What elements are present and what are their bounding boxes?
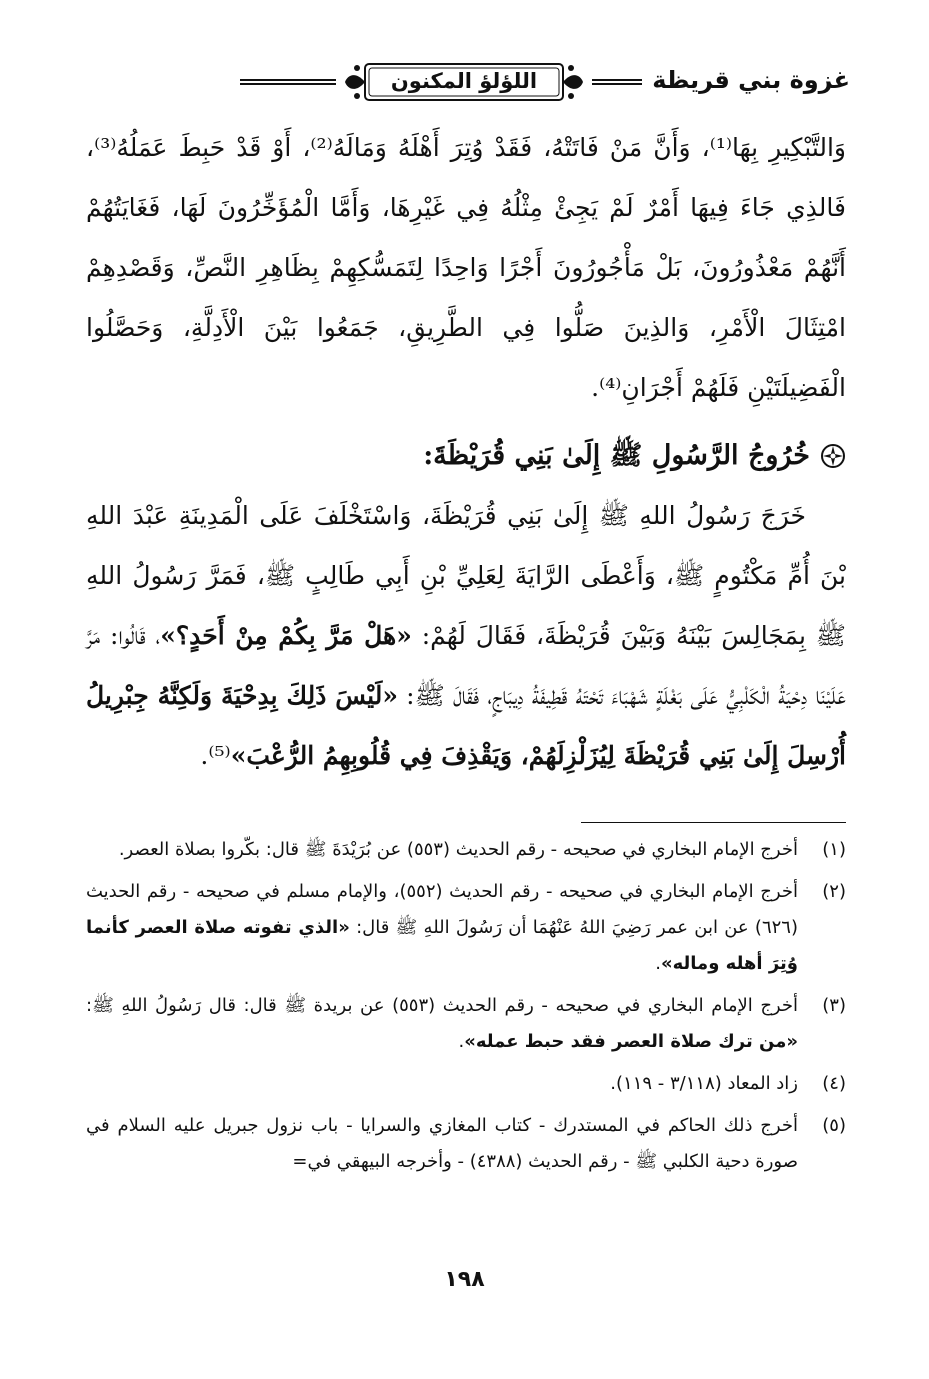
footnote-item [86, 1108, 846, 1180]
paragraph-2 [86, 486, 846, 786]
footnote-item [86, 874, 846, 982]
footnote-item [86, 1066, 846, 1102]
paragraph-1: وَالتَّبْكِيرِ بِهَا⁽¹⁾، وَأَنَّ مَنْ فَاتَتْهُ، فَقَدْ وُتِرَ أَهْلَهُ وَمَالَهُ⁽²⁾، أَوْ قَدْ حَبِطَ عَمَلُهُ⁽³⁾، فَالذِي جَاءَ فِيهَا أَمْرٌ لَمْ يَجِئْ مِثْلُهُ فِي غَيْرِهَا، وَأَمَّا الْمُؤَخِّرُونَ لَهَا، فَغَايَتُهُمْ أَنَّهُمْ مَعْذُورُونَ، بَلْ مَأْجُورُونَ أَجْرًا وَاحِدًا لِتَمَسُّكِهِمْ بِظَاهِرِ النَّصِّ، وَقَصْدِهِمْ امْتِثَالَ الْأَمْرِ، وَالذِينَ صَلُّوا فِي الطَّرِيقِ، جَمَعُوا بَيْنَ الْأَدِلَّةِ، وَحَصَّلُوا الْفَضِيلَتَيْنِ فَلَهُمْ أَجْرَانِ⁽⁴⁾. [86, 133, 846, 402]
footnote-number: (٥) [822, 1115, 846, 1136]
footnote-separator [581, 822, 846, 823]
footnote-ref-5: ⁽⁵⁾. [200, 741, 231, 770]
footnote-text: زاد المعاد (٣/١١٨ - ١١٩). [610, 1073, 798, 1094]
footnote-end: . [655, 953, 661, 974]
main-text [86, 118, 846, 786]
section-heading-text: خُرُوجُ الرَّسُولِ ﷺ إِلَىٰ بَنِي قُرَيْظَةَ: [423, 440, 810, 471]
footnote-quote: «الذي تفوته صلاة العصر كأنما وُتِرَ أهله وماله» [86, 917, 798, 974]
page-number: ١٩٨ [444, 1267, 485, 1292]
footnote-body: أخرج الإمام البخاري في صحيحه - رقم الحديث (٥٥٣) عن بريدة ﷺ قال: قال رَسُولُ اللهِ ﷺ: [86, 995, 798, 1016]
footnote-number: (٤) [822, 1073, 846, 1094]
paragraph-2-start: خَرَجَ رَسُولُ اللهِ ﷺ إِلَىٰ بَنِي قُرَيْظَةَ، وَاسْتَخْلَفَ عَلَى الْمَدِينَةِ عَبْدَ اللهِ بْنَ أُمِّ مَكْتُومٍ ﷺ، وَأَعْطَى الرَّايَةَ لِعَلِيِّ بْنِ أَبِي طَالِبٍ ﷺ، فَمَرَّ رَسُولُ اللهِ ﷺ بِمَجَالِسَ بَيْنَهُ وَبَيْنَ قُرَيْظَةَ، فَقَالَ لَهُمْ: [86, 501, 846, 650]
footnote-number: (١) [822, 839, 846, 860]
hadith-quote-2: «لَيْسَ ذَلِكَ بِدِحْيَةَ وَلَكِنَّهُ جِبْرِيلُ أُرْسِلَ إِلَىٰ بَنِي قُرَيْظَةَ لِيُزَلْزِلَهُمْ، وَيَقْذِفَ فِي قُلُوبِهِمُ الرُّعْبَ» [86, 681, 846, 770]
footnote-quote: «من ترك صلاة العصر فقد حبط عمله» [464, 1031, 798, 1052]
paragraph-2-middle: ، قَالُوا: مَرَّ عَلَيْنَا دِحْيَةُ الْكَلْبِيُّ عَلَى بَغْلَةٍ شَهْبَاءَ تَحْتَهُ قَطِيفَةُ دِيبَاجٍ، فَقَالَ ﷺ: [86, 621, 846, 710]
footnote-number: (٣) [822, 995, 846, 1016]
footnotes [86, 832, 846, 1186]
book-title: اللؤلؤ المكنون [390, 69, 538, 93]
footnote-text: أخرج الإمام البخاري في صحيحه - رقم الحديث (٥٥٣) عن بُرَيْدَةَ ﷺ قال: بكّروا بصلاة العصر. [118, 839, 798, 860]
footnote-text: أخرج ذلك الحاكم في المستدرك - كتاب المغازي والسرايا - باب نزول جبريل عليه السلام في صورة دحية الكلبي ﷺ - رقم الحديث (٤٣٨٨) - وأخرجه البيهقي في= [86, 1115, 798, 1172]
footnote-end: . [458, 1031, 465, 1052]
footnote-body: أخرج الإمام البخاري في صحيحه - رقم الحديث (٥٥٢)، والإمام مسلم في صحيحه - رقم الحديث (٦٢٦) عن ابن عمر رَضِيَ اللهُ عَنْهُمَا أن رَسُولَ اللهِ ﷺ قال: [86, 881, 798, 938]
running-header [80, 52, 850, 122]
header-rule-left [240, 79, 336, 85]
footnote-text [86, 988, 798, 1060]
flower-ornament-icon [820, 443, 846, 469]
hadith-quote-1: «هَلْ مَرَّ بِكُمْ مِنْ أَحَدٍ؟» [160, 621, 412, 650]
footnote-number: (٢) [822, 881, 846, 902]
section-heading [86, 426, 846, 486]
footnote-text [86, 874, 798, 982]
footnote-item [86, 832, 846, 868]
chapter-title: غزوة بني قريظة [652, 66, 850, 94]
header-rule-right [592, 79, 642, 85]
footnote-item [86, 988, 846, 1060]
book-title-frame [343, 58, 585, 106]
